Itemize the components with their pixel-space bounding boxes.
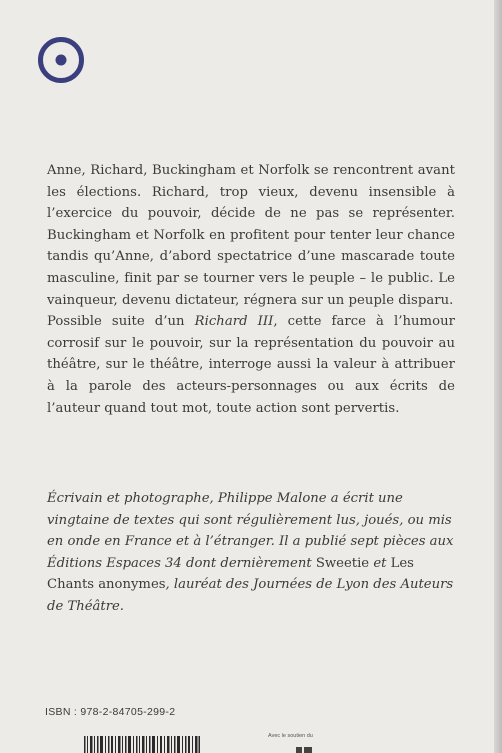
- bio-part-3: , lauréat des Journées de Lyon des Auteurs de Théâtre.: [47, 577, 454, 614]
- sweetie-title: Sweetie: [315, 555, 370, 571]
- support-label: Avec le soutien du: [268, 733, 313, 739]
- partner-logo-icon: [296, 745, 314, 753]
- publisher-logo-icon: [36, 35, 86, 85]
- bio-part-2: et: [369, 555, 391, 571]
- spine-edge: [494, 0, 502, 753]
- author-bio: [47, 488, 462, 618]
- isbn-label: ISBN : 978-2-84705-299-2: [45, 706, 176, 718]
- summary-paragraph-1: Anne, Richard, Buckingham et Norfolk se rencontrent avant les élections. Richard, trop vieux, devenu insensible à l’exercice du pouvoir, décide de ne pas se représenter. Buckingham et Norfolk en profitent pour tenter leur chance tandis qu’Anne, d’abord spectatrice d’une mascarade toute masculine, finit par se tourner vers le peuple – le public. Le vainqueur, devenu dictateur, régnera sur un peuple disparu.: [47, 163, 455, 308]
- bio-part-1: Écrivain et photographe, Philippe Malone a écrit une vingtaine de textes qui sont régulièrement lus, joués, ou mis en onde en France et à l’étranger. Il a publié sept pièces aux Éditions Espaces 34 dont dernièrement: [47, 491, 454, 571]
- barcode-icon: [84, 736, 200, 753]
- chants-anonymes-title: Les Chants anonymes: [47, 555, 414, 593]
- summary-text: [47, 160, 455, 419]
- summary-p2-end: , cette farce à l’humour corrosif sur le pouvoir, sur la représentation du pouvoir au théâtre, sur le théâtre, interroge aussi la valeur à attribuer à la parole des acteurs-personnages ou aux écrits de l’auteur quand tout mot, toute action sont pervertis.: [47, 314, 455, 416]
- richard-iii-title: Richard III: [194, 314, 274, 330]
- summary-paragraph-2: [47, 311, 455, 419]
- summary-p2-start: Possible suite d’un: [47, 314, 195, 330]
